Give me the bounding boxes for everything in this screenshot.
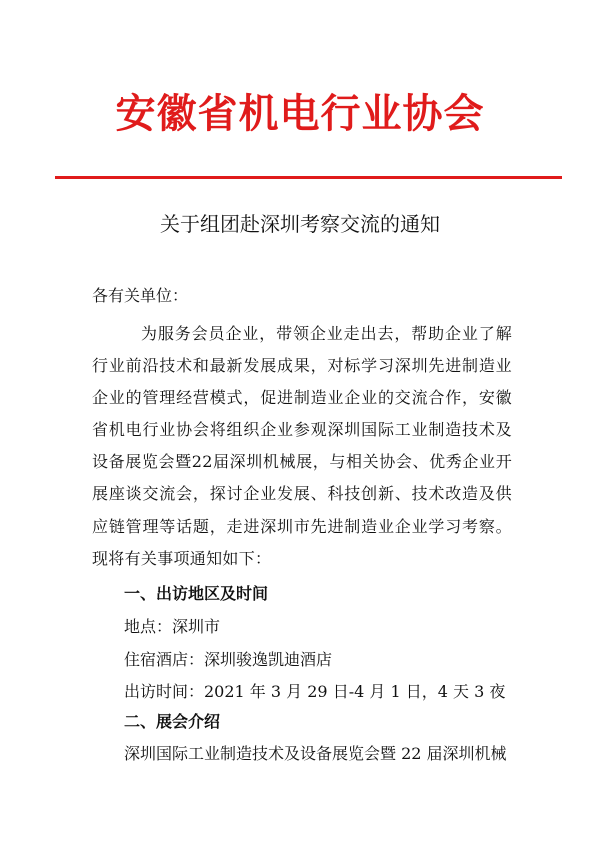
section1-time: 出访时间：2021 年 3 月 29 日-4 月 1 日，4 天 3 夜	[124, 682, 506, 701]
salutation: 各有关单位：	[92, 286, 189, 305]
intro-paragraph: 为服务会员企业，带领企业走出去，帮助企业了解行业前沿技术和最新发展成果，对标学习深圳先进制造业企业的管理经营模式，促进制造业企业的交流合作，安徽省机电行业协会将组织企业参观深圳国际工业制造技术及设备展览会暨22届深圳机械展，与相关协会、优秀企业开展座谈交流会，探讨企业发展、科技创新、技术改造及供应链管理等话题，走进深圳市先进制造业企业学习考察。现将有关事项通知如下：	[92, 324, 512, 568]
notice-title: 关于组团赴深圳考察交流的通知	[160, 212, 440, 236]
org-title: 安徽省机电行业协会	[115, 90, 485, 137]
section1-hotel: 住宿酒店：深圳骏逸凯迪酒店	[124, 650, 333, 669]
red-divider	[55, 176, 562, 179]
section2-heading: 二、展会介绍	[124, 712, 221, 731]
section1-location: 地点：深圳市	[124, 617, 221, 636]
section1-heading: 一、出访地区及时间	[124, 584, 269, 603]
section2-first-line: 深圳国际工业制造技术及设备展览会暨 22 届深圳机械	[124, 744, 507, 763]
